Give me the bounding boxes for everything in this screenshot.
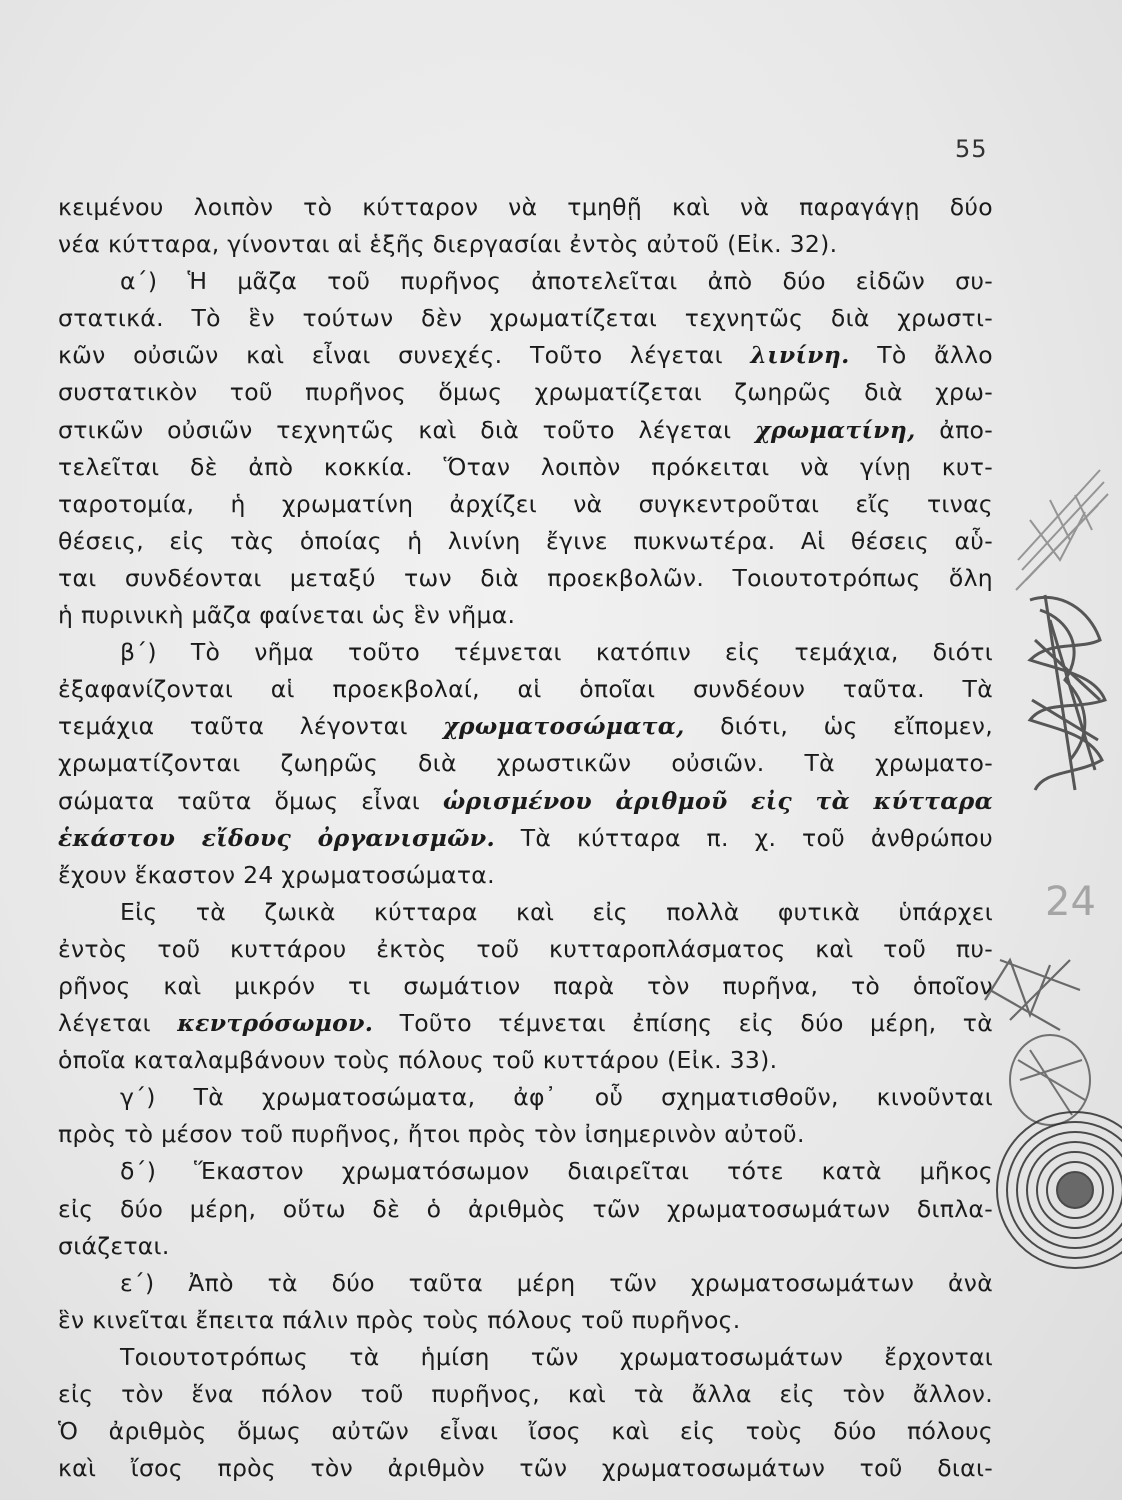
text-line <box>58 1005 993 1042</box>
text-line: ται συνδέονται μεταξύ των διὰ προεκβολῶν. Τοιουτοτρόπως ὅλη <box>58 563 993 592</box>
text-segment: ἀπο- <box>915 415 993 444</box>
page-number: 55 <box>955 135 988 163</box>
text-line: ἔχουν ἕκαστον 24 χρωματοσώματα. <box>58 860 495 889</box>
text-line: δ΄) Ἕκαστον χρωματόσωμον διαιρεῖται τότε κατὰ μῆκος <box>120 1157 993 1186</box>
crossed-scribble <box>985 960 1080 1030</box>
text-line: κειμένου λοιπὸν τὸ κύτταρον νὰ τμηθῇ καὶ νὰ παραγάγῃ δύο <box>58 193 993 221</box>
hatching-scribble <box>1016 470 1108 590</box>
text-segment: Τὸ ἄλλο <box>849 341 993 370</box>
text-segment: λέγεται <box>58 1009 178 1038</box>
text-segment: σώματα ταῦτα ὅμως εἶναι <box>58 786 443 815</box>
text-line: χρωματίζονται ζωηρῶς διὰ χρωστικῶν οὐσιῶν. Τὰ χρωματο- <box>58 749 993 778</box>
text-line: ὁποῖα καταλαμβάνουν τοὺς πόλους τοῦ κυττάρου (Εἰκ. 33). <box>58 1046 778 1075</box>
text-line: τελεῖται δὲ ἀπὸ κοκκία. Ὅταν λοιπὸν πρόκειται νὰ γίνῃ κυτ- <box>58 452 993 481</box>
text-line: σιάζεται. <box>58 1231 170 1260</box>
margin-note: 24 <box>1045 879 1096 925</box>
text-line: β΄) Τὸ νῆμα τοῦτο τέμνεται κατόπιν εἰς τεμάχια, διότι <box>120 638 993 667</box>
text-line <box>58 783 993 820</box>
dense-scribble <box>1030 595 1105 790</box>
text-line: πρὸς τὸ μέσον τοῦ πυρῆνος, ἤτοι πρὸς τὸν ἰσημερινὸν αὐτοῦ. <box>58 1120 805 1149</box>
emphasized-term: ὡρισμένου ἀριθμοῦ εἰς τὰ κύτταρα <box>442 786 993 815</box>
text-line: α΄) Ἡ μᾶζα τοῦ πυρῆνος ἀποτελεῖται ἀπὸ δύο εἰδῶν συ- <box>120 267 993 296</box>
text-line: Εἰς τὰ ζωικὰ κύτταρα καὶ εἰς πολλὰ φυτικὰ ὑπάρχει <box>120 897 993 926</box>
spiral-scribble <box>997 1112 1122 1268</box>
emphasized-term: ἑκάστου εἴδους ὀργανισμῶν. <box>58 823 495 852</box>
text-segment: διότι, ὡς εἴπομεν, <box>684 712 993 741</box>
text-line: ἐξαφανίζονται αἱ προεκβολαί, αἱ ὁποῖαι συνδέουν ταῦτα. Τὰ <box>58 675 993 704</box>
text-segment: Τὰ κύτταρα π. χ. τοῦ ἀνθρώπου <box>494 823 993 852</box>
emphasized-term: κεντρόσωμον. <box>177 1009 374 1038</box>
text-segment: τεμάχια ταῦτα λέγονται <box>58 712 444 741</box>
text-line <box>58 708 993 745</box>
text-segment: κῶν οὐσιῶν καὶ εἶναι συνεχές. Τοῦτο λέγεται <box>58 341 751 370</box>
text-line: Τοιουτοτρόπως τὰ ἡμίση τῶν χρωματοσωμάτων ἔρχονται <box>120 1342 993 1371</box>
text-line: εἰς δύο μέρη, οὕτω δὲ ὁ ἀριθμὸς τῶν χρωματοσωμάτων διπλα- <box>58 1194 993 1223</box>
text-line: ἐντὸς τοῦ κυττάρου ἐκτὸς τοῦ κυτταροπλάσματος καὶ τοῦ πυ- <box>58 934 993 963</box>
text-line: Ὁ ἀριθμὸς ὅμως αὐτῶν εἶναι ἴσος καὶ εἰς τοὺς δύο πόλους <box>58 1417 993 1446</box>
text-line: ε΄) Ἀπὸ τὰ δύο ταῦτα μέρη τῶν χρωματοσωμάτων ἀνὰ <box>120 1268 993 1297</box>
emphasized-term: χρωματοσώματα, <box>443 712 685 741</box>
text-line: καὶ ἴσος πρὸς τὸν ἀριθμὸν τῶν χρωματοσωμάτων τοῦ διαι- <box>58 1454 993 1483</box>
sketch-circle <box>1010 1035 1090 1125</box>
text-line: θέσεις, εἰς τὰς ὁποίας ἡ λινίνη ἔγινε πυκνωτέρα. Αἱ θέσεις αὗ- <box>58 526 993 555</box>
text-line: ταροτομία, ἡ χρωματίνη ἀρχίζει νὰ συγκεντροῦται εἴς τινας <box>58 489 993 518</box>
text-line <box>58 412 993 449</box>
text-line: εἰς τὸν ἕνα πόλον τοῦ πυρῆνος, καὶ τὰ ἄλλα εἰς τὸν ἄλλον. <box>58 1380 993 1408</box>
text-line: ρῆνος καὶ μικρόν τι σωμάτιον παρὰ τὸν πυρῆνα, τὸ ὁποῖον <box>58 971 993 1000</box>
text-line: νέα κύτταρα, γίνονται αἱ ἑξῆς διεργασίαι ἐντὸς αὐτοῦ (Εἰκ. 32). <box>58 230 838 259</box>
text-line: γ΄) Τὰ χρωματοσώματα, ἀφ᾿ οὗ σχηματισθοῦν, κινοῦνται <box>120 1083 993 1112</box>
text-line <box>58 820 993 857</box>
emphasized-term: χρωματίνη, <box>755 415 916 444</box>
body-text <box>58 189 993 1487</box>
emphasized-term: λινίνη. <box>750 341 850 370</box>
text-line: ἡ πυρινικὴ μᾶζα φαίνεται ὡς ἓν νῆμα. <box>58 601 516 630</box>
text-line: ἓν κινεῖται ἔπειτα πάλιν πρὸς τοὺς πόλους τοῦ πυρῆνος. <box>58 1305 741 1334</box>
text-segment: στικῶν οὐσιῶν τεχνητῶς καὶ διὰ τοῦτο λέγεται <box>58 415 756 444</box>
text-segment: Τοῦτο τέμνεται ἐπίσης εἰς δύο μέρη, τὰ <box>373 1009 993 1038</box>
text-line <box>58 337 993 374</box>
text-line: συστατικὸν τοῦ πυρῆνος ὅμως χρωματίζεται ζωηρῶς διὰ χρω- <box>58 378 993 407</box>
text-line: στατικά. Τὸ ἓν τούτων δὲν χρωματίζεται τεχνητῶς διὰ χρωστι- <box>58 304 993 333</box>
